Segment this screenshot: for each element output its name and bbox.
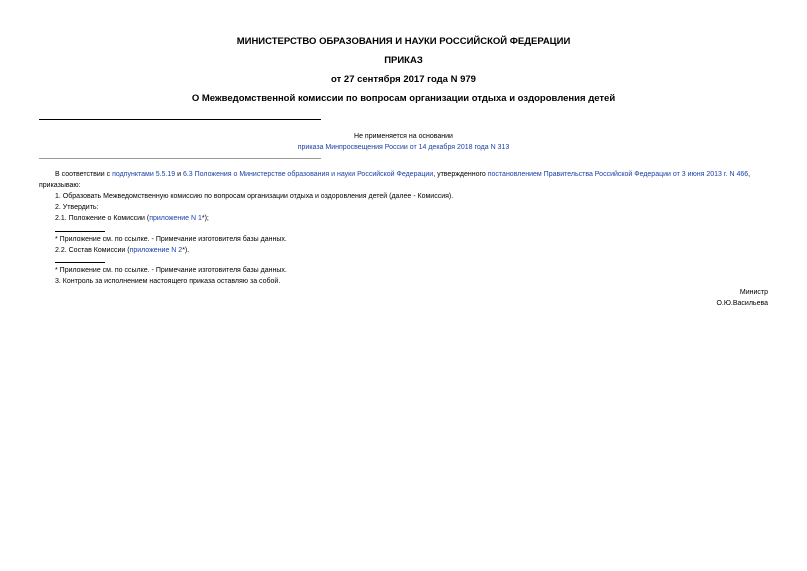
preamble-text-1: В соответствии с [55,171,113,178]
preamble-line1 [55,170,750,179]
footnote-separator-2 [55,262,105,263]
preamble-text-2: и [175,171,183,178]
separator-top [39,119,321,120]
link-appendix-1[interactable]: приложение N 1 [149,215,202,222]
item-2-1 [55,214,209,223]
footnote-1: * Приложение см. по ссылке. - Примечание изготовителя базы данных. [55,236,287,243]
preamble-line2: приказываю: [39,182,81,189]
item-1: 1. Образовать Межведомственную комиссию по вопросам организации отдыха и оздоровления детей (далее - Комиссия). [55,193,454,200]
document-type: ПРИКАЗ [384,55,423,66]
item-2-1-text: 2.1. Положение о Комиссии ( [55,215,150,222]
link-ministry-regulation[interactable]: 6.3 Положения о Министерстве образования и науки Российской Федерации [182,171,434,178]
item-2-2-text: 2.2. Состав Комиссии ( [55,247,130,254]
status-note-line1: Не применяется на основании [354,133,453,140]
footnote-separator-1 [55,231,105,232]
item-2-2 [55,246,189,255]
link-government-decree[interactable]: постановлением Правительства Российской Федерации от 3 июня 2013 г. N 466 [487,171,749,178]
item-2: 2. Утвердить: [55,204,99,211]
item-2-2-tail: *). [182,247,190,254]
status-note-link[interactable]: приказа Минпросвещения России от 14 декабря 2018 года N 313 [297,144,510,151]
item-3: 3. Контроль за исполнением настоящего приказа оставляю за собой. [55,278,281,285]
footnote-2: * Приложение см. по ссылке. - Примечание изготовителя базы данных. [55,267,287,274]
separator-bottom [39,158,321,159]
item-2-1-tail: *); [201,215,209,222]
preamble-text-4: , [748,171,751,178]
ministry-title: МИНИСТЕРСТВО ОБРАЗОВАНИЯ И НАУКИ РОССИЙСКОЙ ФЕДЕРАЦИИ [236,36,571,47]
signature-title: Министр [739,289,768,296]
link-subparagraphs[interactable]: подпунктами 5.5.19 [112,171,176,178]
document-date-number: от 27 сентября 2017 года N 979 [331,74,476,85]
signature-name: О.Ю.Васильева [716,300,768,307]
document-subject: О Межведомственной комиссии по вопросам организации отдыха и оздоровления детей [191,93,616,104]
link-appendix-2[interactable]: приложение N 2 [129,247,183,254]
preamble-text-3: , утвержденного [433,171,488,178]
